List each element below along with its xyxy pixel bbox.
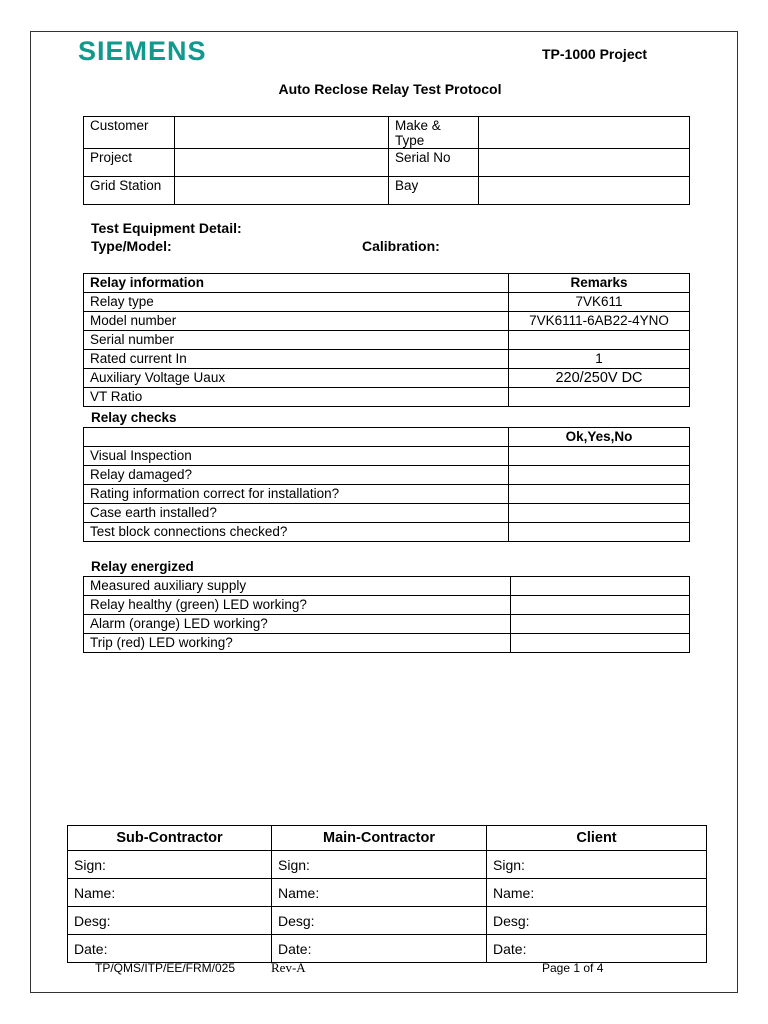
signature-table	[67, 825, 707, 963]
table-row	[84, 504, 690, 523]
project-name: TP-1000 Project	[542, 46, 648, 62]
table-row	[84, 293, 690, 312]
bay-label: Bay	[389, 177, 479, 205]
sub-contractor-header: Sub-Contractor	[68, 826, 272, 851]
grid-station-value[interactable]	[175, 177, 389, 205]
make-type-label: Make & Type	[389, 117, 479, 149]
table-row	[84, 615, 690, 634]
relay-information-header: Relay information	[84, 274, 509, 293]
serial-no-label: Serial No	[389, 149, 479, 177]
page-number: Page 1 of 4	[542, 961, 604, 975]
remarks-header: Remarks	[509, 274, 690, 293]
row-label: Measured auxiliary supply	[84, 577, 511, 596]
table-row	[68, 935, 707, 963]
row-answer[interactable]	[509, 447, 690, 466]
table-row	[84, 331, 690, 350]
row-answer[interactable]	[509, 485, 690, 504]
test-equipment-heading: Test Equipment Detail:	[91, 220, 242, 236]
project-value[interactable]	[175, 149, 389, 177]
table-row	[68, 907, 707, 935]
row-value[interactable]	[509, 331, 690, 350]
desg-field[interactable]: Desg:	[487, 907, 707, 935]
table-row	[84, 177, 690, 205]
table-row	[84, 312, 690, 331]
row-label: Rating information correct for installation?	[84, 485, 509, 504]
table-row	[84, 388, 690, 407]
table-header-row	[84, 428, 690, 447]
siemens-logo: SIEMENS	[78, 36, 207, 66]
row-value[interactable]: 7VK6111-6AB22-4YNO	[509, 312, 690, 331]
row-label: VT Ratio	[84, 388, 509, 407]
row-value[interactable]: 1	[509, 350, 690, 369]
table-row	[68, 851, 707, 879]
row-answer[interactable]	[509, 504, 690, 523]
customer-label: Customer	[84, 117, 175, 149]
row-label: Test block connections checked?	[84, 523, 509, 542]
grid-station-label: Grid Station	[84, 177, 175, 205]
customer-value[interactable]	[175, 117, 389, 149]
row-label: Rated current In	[84, 350, 509, 369]
table-row	[84, 369, 690, 388]
date-field[interactable]: Date:	[487, 935, 707, 963]
serial-no-value[interactable]	[479, 149, 690, 177]
blank-header	[84, 428, 509, 447]
row-label: Visual Inspection	[84, 447, 509, 466]
row-answer[interactable]	[511, 615, 690, 634]
date-field[interactable]: Date:	[68, 935, 272, 963]
desg-field[interactable]: Desg:	[272, 907, 487, 935]
relay-checks-heading: Relay checks	[91, 410, 177, 425]
row-value[interactable]: 220/250V DC	[509, 369, 690, 388]
row-value[interactable]: 7VK611	[509, 293, 690, 312]
row-label: Case earth installed?	[84, 504, 509, 523]
row-answer[interactable]	[509, 466, 690, 485]
sign-field[interactable]: Sign:	[272, 851, 487, 879]
row-label: Relay healthy (green) LED working?	[84, 596, 511, 615]
row-label: Relay type	[84, 293, 509, 312]
table-row	[84, 117, 690, 149]
relay-checks-table	[83, 427, 690, 542]
desg-field[interactable]: Desg:	[68, 907, 272, 935]
row-answer[interactable]	[509, 523, 690, 542]
row-value[interactable]	[509, 388, 690, 407]
ok-yes-no-header: Ok,Yes,No	[509, 428, 690, 447]
relay-information-table	[83, 273, 690, 407]
document-title: Auto Reclose Relay Test Protocol	[278, 81, 502, 97]
row-label: Alarm (orange) LED working?	[84, 615, 511, 634]
row-label: Relay damaged?	[84, 466, 509, 485]
revision: Rev-A	[271, 960, 306, 975]
project-label: Project	[84, 149, 175, 177]
client-header: Client	[487, 826, 707, 851]
row-label: Serial number	[84, 331, 509, 350]
table-row	[68, 879, 707, 907]
main-contractor-header: Main-Contractor	[272, 826, 487, 851]
relay-energized-heading: Relay energized	[91, 559, 194, 574]
name-field[interactable]: Name:	[68, 879, 272, 907]
table-row	[84, 523, 690, 542]
date-field[interactable]: Date:	[272, 935, 487, 963]
row-label: Auxiliary Voltage Uaux	[84, 369, 509, 388]
table-row	[84, 466, 690, 485]
relay-energized-table	[83, 576, 690, 653]
table-row	[84, 149, 690, 177]
sign-field[interactable]: Sign:	[487, 851, 707, 879]
table-row	[84, 634, 690, 653]
table-row	[84, 350, 690, 369]
sign-field[interactable]: Sign:	[68, 851, 272, 879]
table-row	[84, 577, 690, 596]
table-header-row	[68, 826, 707, 851]
document-code: TP/QMS/ITP/EE/FRM/025	[95, 961, 236, 975]
row-label: Trip (red) LED working?	[84, 634, 511, 653]
table-header-row	[84, 274, 690, 293]
customer-info-table	[83, 116, 690, 205]
name-field[interactable]: Name:	[272, 879, 487, 907]
type-model-label: Type/Model:	[91, 238, 172, 254]
row-label: Model number	[84, 312, 509, 331]
table-row	[84, 447, 690, 466]
row-answer[interactable]	[511, 577, 690, 596]
calibration-label: Calibration:	[362, 238, 440, 254]
row-answer[interactable]	[511, 634, 690, 653]
name-field[interactable]: Name:	[487, 879, 707, 907]
bay-value[interactable]	[479, 177, 690, 205]
table-row	[84, 485, 690, 504]
table-row	[84, 596, 690, 615]
make-type-value[interactable]	[479, 117, 690, 149]
row-answer[interactable]	[511, 596, 690, 615]
